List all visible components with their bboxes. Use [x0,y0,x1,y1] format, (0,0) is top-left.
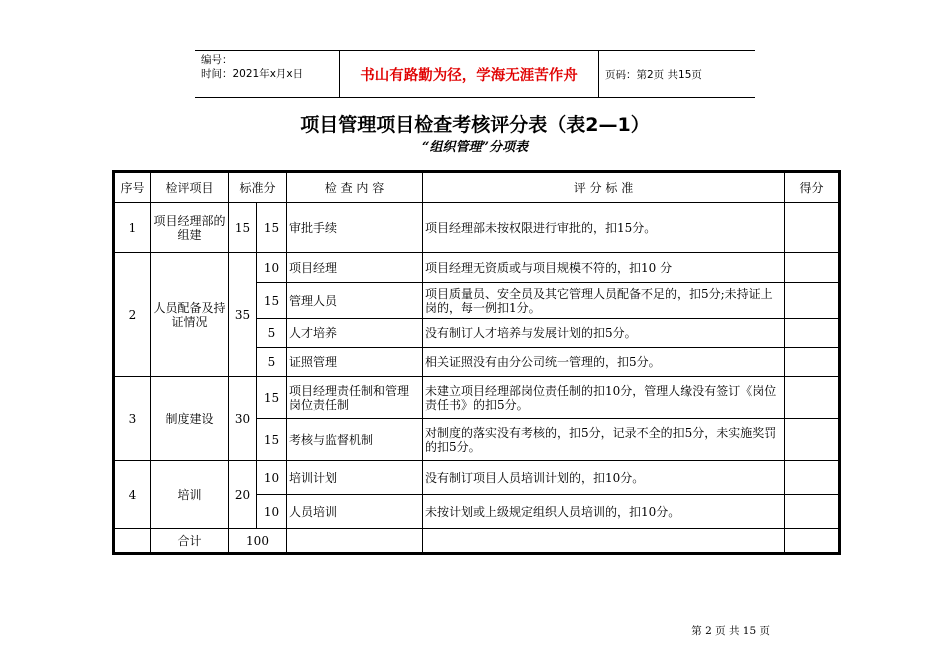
page-footer: 第 2 页 共 15 页 [691,625,770,637]
score-cell[interactable] [785,319,839,348]
header-std: 标准分 [229,173,287,203]
header-criteria: 评 分 标 准 [423,173,785,203]
document-header [195,50,755,98]
table-row [115,377,839,419]
check-content: 人员培训 [287,495,423,529]
sub-std: 15 [257,419,287,461]
criteria: 对制度的落实没有考核的，扣5分，记录不全的扣5分，未实施奖罚的扣5分。 [423,419,785,461]
date-line: 时间：2021年x月x日 [201,68,304,80]
group-std: 30 [229,377,257,461]
check-content: 管理人员 [287,283,423,319]
total-value: 100 [229,529,287,553]
criteria: 未按计划或上级规定组织人员培训的，扣10分。 [423,495,785,529]
table-row [115,461,839,495]
check-content: 培训计划 [287,461,423,495]
group-seq: 3 [115,377,151,461]
group-seq: 1 [115,203,151,253]
table-row [115,203,839,253]
page-title: 项目管理项目检查考核评分表（表2—1） [300,114,650,136]
criteria: 未建立项目经理部岗位责任制的扣10分，管理人缘没有签订《岗位责任书》的扣5分。 [423,377,785,419]
table-header-row [115,173,839,203]
check-content: 证照管理 [287,348,423,377]
criteria: 没有制订项目人员培训计划的，扣10分。 [423,461,785,495]
score-cell[interactable] [785,203,839,253]
sub-std: 5 [257,348,287,377]
criteria: 相关证照没有由分公司统一管理的，扣5分。 [423,348,785,377]
group-seq: 4 [115,461,151,529]
criteria: 没有制订人才培养与发展计划的扣5分。 [423,319,785,348]
score-table [112,170,841,555]
header-meta [201,53,341,81]
sub-std: 10 [257,495,287,529]
header-content: 检 查 内 容 [287,173,423,203]
page-subtitle: “组织管理”分项表 [422,140,528,155]
table-row [115,253,839,283]
sub-std: 5 [257,319,287,348]
check-content: 审批手续 [287,203,423,253]
group-item: 人员配备及持证情况 [151,253,229,377]
sub-std: 15 [257,283,287,319]
check-content: 人才培养 [287,319,423,348]
criteria: 项目经理无资质或与项目规模不符的，扣10 分 [423,253,785,283]
header-item: 检评项目 [151,173,229,203]
score-cell[interactable] [785,348,839,377]
score-cell[interactable] [785,461,839,495]
group-std: 20 [229,461,257,529]
score-cell[interactable] [785,495,839,529]
group-item: 项目经理部的组建 [151,203,229,253]
criteria: 项目经理部未按权限进行审批的，扣15分。 [423,203,785,253]
group-std: 15 [229,203,257,253]
score-cell[interactable] [785,283,839,319]
check-content: 项目经理责任制和管理岗位责任制 [287,377,423,419]
criteria: 项目质量员、安全员及其它管理人员配备不足的，扣5分;未持证上岗的，每一例扣1分。 [423,283,785,319]
header-score: 得分 [785,173,839,203]
serial-label: 编号： [201,54,233,66]
check-content: 考核与监督机制 [287,419,423,461]
header-seq: 序号 [115,173,151,203]
total-row [115,529,839,553]
check-content: 项目经理 [287,253,423,283]
score-cell[interactable] [785,419,839,461]
sub-std: 10 [257,253,287,283]
group-seq: 2 [115,253,151,377]
sub-std: 15 [257,377,287,419]
group-std: 35 [229,253,257,377]
score-cell[interactable] [785,529,839,553]
sub-std: 15 [257,203,287,253]
score-cell[interactable] [785,377,839,419]
sub-std: 10 [257,461,287,495]
motto: 书山有路勤为径，学海无涯苦作舟 [339,51,599,97]
score-cell[interactable] [785,253,839,283]
page-code: 页码：第2页 共15页 [605,68,702,81]
total-label: 合计 [151,529,229,553]
group-item: 制度建设 [151,377,229,461]
group-item: 培训 [151,461,229,529]
